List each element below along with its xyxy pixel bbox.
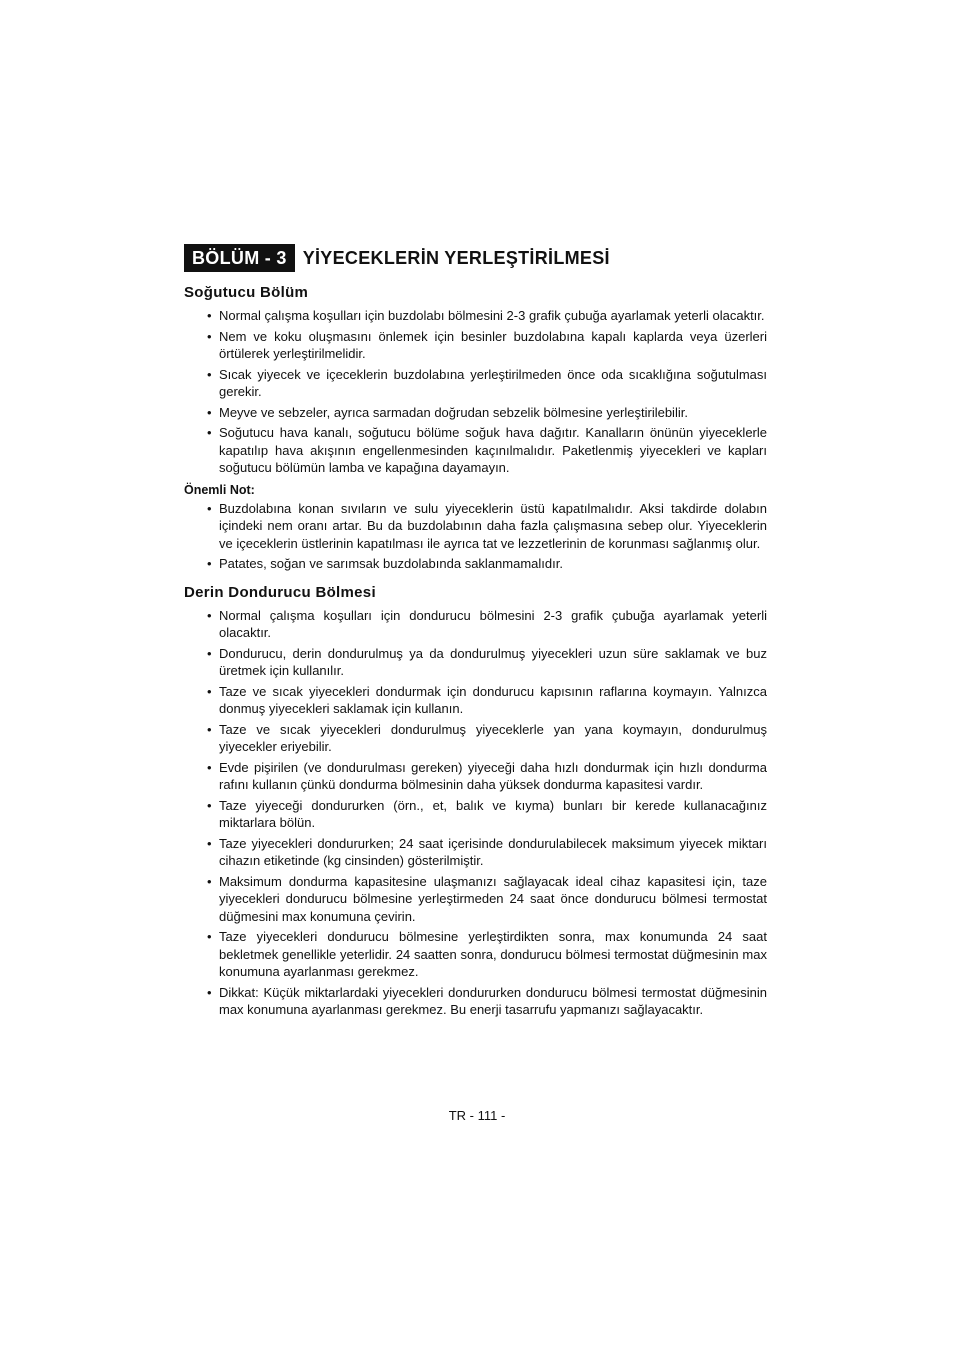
list-item: • Taze ve sıcak yiyecekleri dondurmak için dondurucu kapısının raflarına koymayın. Yalnızca donmuş yiyecekleri saklamak için kullanın. (207, 683, 767, 716)
bullet-icon: • (207, 835, 212, 851)
important-note-title: Önemli Not: (184, 482, 255, 497)
list-item: • Taze yiyecekleri dondurucu bölmesine yerleştirdikten sonra, max konumunda 24 saat bekletmek genellikle yeterlidir. 24 saatten sonra, dondurucu bölmesi termostat düğmesinin max konumuna ayarlanması gerekmez. (207, 929, 767, 979)
bullet-icon: • (207, 929, 212, 944)
bullet-icon: • (207, 366, 212, 382)
freezer-list (184, 607, 767, 1019)
chapter-title: YİYECEKLERİN YERLEŞTİRİLMESİ (302, 247, 610, 268)
list-item: • Meyve ve sebzeler, ayrıca sarmadan doğrudan sebzelik bölmesine yerleştirilebilir. (207, 404, 688, 420)
list-item: • Normal çalışma koşulları için dondurucu bölmesini 2-3 grafik çubuğa ayarlamak yeterli olacaktır. (207, 607, 767, 640)
bullet-icon: • (207, 721, 212, 737)
bullet-icon: • (207, 404, 212, 420)
list-item: • Normal çalışma koşulları için buzdolabı bölmesini 2-3 grafik çubuğa ayarlamak yeterli olacaktır. (207, 308, 765, 323)
list-item: • Taze yiyecekleri dondururken; 24 saat içerisinde dondurulabilecek maksimum yiyecek miktarı cihazın etiketinde (kg cinsinden) gösterilmiştir. (207, 835, 767, 868)
bullet-icon: • (207, 425, 212, 440)
bullet-icon: • (207, 759, 212, 775)
list-item: • Nem ve koku oluşmasını önlemek için besinler buzdolabına kapalı kaplarda veya üzerleri örtülerek yerleştirilmelidir. (207, 328, 767, 361)
list-item: • Patates, soğan ve sarımsak buzdolabında saklanmamalıdır. (207, 556, 563, 571)
list-item: • Dikkat: Küçük miktarlardaki yiyecekleri dondururken dondurucu bölmesi termostat düğmesinin max konumuna ayarlanması gerekmez. Bu enerji tasarrufu yapmanızı sağlayacaktır. (207, 984, 767, 1017)
page-number: TR - 111 - (448, 1108, 506, 1123)
bullet-icon: • (207, 500, 212, 516)
list-item: • Dondurucu, derin dondurulmuş ya da dondurulmuş yiyecekleri uzun süre saklamak ve buz üretmek için kullanılır. (207, 645, 767, 678)
note-list (184, 500, 767, 573)
bullet-icon: • (207, 984, 212, 1000)
list-item: • Sıcak yiyecek ve içeceklerin buzdolabına yerleştirilmeden önce oda sıcaklığına soğutulması gerekir. (207, 366, 767, 399)
chapter-badge: BÖLÜM - 3 (184, 244, 295, 272)
bullet-icon: • (207, 873, 212, 889)
list-item: • Soğutucu hava kanalı, soğutucu bölüme soğuk hava dağıtır. Kanalların önünün yiyeceklerle kapatılıp hava akışının engellenmesinden kaçınılmalıdır. Paketlenmiş yiyecekleri ve kapları soğutucu bölümün lamba ve kapağına dayamayın. (207, 425, 767, 475)
bullet-icon: • (207, 645, 212, 661)
bullet-icon: • (207, 308, 212, 323)
fridge-list (184, 307, 767, 477)
bullet-icon: • (207, 607, 212, 623)
list-item: • Taze yiyeceği dondururken (örn., et, balık ve kıyma) bunları bir kerede kullanacağınız miktarlara bölün. (207, 797, 767, 830)
list-item: • Evde pişirilen (ve dondurulması gereken) yiyeceği daha hızlı dondurmak için hızlı dondurma rafını kullanın çünkü dondurma bölmesinin daha yüksek dondurma kapasitesi vardır. (207, 759, 767, 792)
bullet-icon: • (207, 683, 212, 699)
list-item: • Buzdolabına konan sıvıların ve sulu yiyeceklerin üstü kapatılmalıdır. Aksi takdirde dolabın içindeki nem oranı artar. Bu da buzdolabının daha fazla çalışmasına sebep olur. Yiyeceklerin ve içeceklerin üstlerinin kapatılması ile ayrıca tat ve lezzetlerinin de korunması sağlanmış olur. (207, 500, 767, 551)
list-item: • Maksimum dondurma kapasitesine ulaşmanızı sağlayacak ideal cihaz kapasitesi için, taze yiyecekleri dondurucu bölmesine yerleştirmeden 24 saat önce dondurucu bölmesi termostat düğmesini max konumuna çevirin. (207, 873, 767, 924)
bullet-icon: • (207, 328, 212, 344)
chapter-header (184, 244, 767, 272)
list-item: • Taze ve sıcak yiyecekleri dondurulmuş yiyeceklerle yan yana koymayın, dondurulmuş yiyecekler eriyebilir. (207, 721, 767, 754)
freezer-section-title: Derin Dondurucu Bölmesi (184, 583, 376, 601)
bullet-icon: • (207, 556, 212, 571)
manual-page (184, 244, 767, 1022)
fridge-section-title: Soğutucu Bölüm (184, 284, 309, 301)
bullet-icon: • (207, 797, 212, 813)
